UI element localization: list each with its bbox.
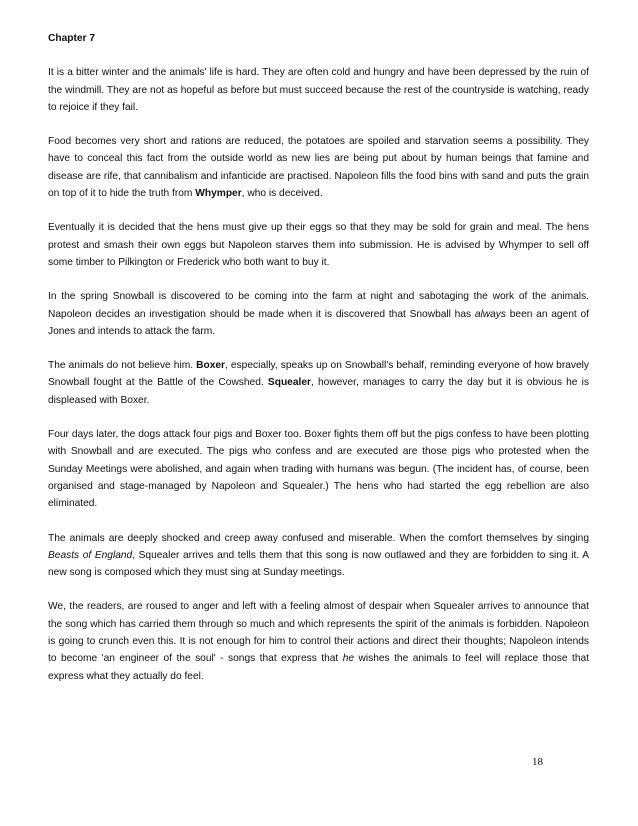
text-run: We, the readers, are roused to anger and left with a feeling almost of despair when Squealer arrives to announce that the song which has carried them through so much and which represents the spirit of the animals is forbidden. Napoleon is going to crunch even this. It is not enough for him to control their actions and direct their thoughts; Napoleon intends to become 'an engineer of the soul' - songs that express that: [48, 601, 589, 665]
page-number: 18: [532, 756, 543, 768]
body-text: [48, 64, 589, 685]
italic-text: always: [474, 308, 506, 320]
bold-text: Whymper: [195, 188, 242, 200]
paragraph: [48, 598, 589, 684]
paragraph: [48, 133, 589, 202]
chapter-title: Chapter 7: [48, 33, 95, 44]
text-run: , however, manages to carry the day but it is obvious he is displeased with Boxer.: [48, 377, 589, 406]
text-run: The animals are deeply shocked and creep away confused and miserable. When the comfort themselves by singing: [48, 532, 589, 544]
text-run: Food becomes very short and rations are reduced, the potatoes are spoiled and starvation seems a possibility. They have to conceal this fact from the outside world as new lies are being put about by human beings that famine and disease are rife, that cannibalism and infanticide are practised. Napoleon fills the food bins with sand and puts the grain on top of it to hide the truth from: [48, 136, 589, 200]
italic-text: he: [342, 653, 355, 665]
bold-text: Boxer: [196, 360, 225, 372]
paragraph: [48, 64, 589, 116]
text-run: Eventually it is decided that the hens must give up their eggs so that they may be sold for grain and meal. The hens protest and smash their own eggs but Napoleon starves them into submission. He is advised by Whymper to sell off some timber to Pilkington or Frederick who both want to buy it.: [48, 222, 589, 268]
italic-text: Beasts of England: [48, 549, 133, 561]
text-run: In the spring Snowball is discovered to be coming into the farm at night and sabotaging the work of the animals. Napoleon decides an investigation should be made when it is discovered that Snowball has: [48, 291, 589, 320]
paragraph: [48, 219, 589, 271]
text-run: , especially, speaks up on Snowball's behalf, reminding everyone of how bravely Snowball fought at the Battle of the Cowshed.: [48, 360, 589, 389]
paragraph: [48, 426, 589, 512]
text-run: wishes the animals to feel will replace those that express what they actually do feel.: [48, 653, 589, 682]
paragraph: [48, 357, 589, 409]
document-page: [48, 30, 589, 702]
bold-text: Squealer: [267, 377, 311, 389]
text-run: , who is deceived.: [241, 188, 323, 200]
text-run: The animals do not believe him.: [48, 360, 197, 372]
text-run: been an agent of Jones and intends to attack the farm.: [48, 308, 589, 337]
text-run: It is a bitter winter and the animals' life is hard. They are often cold and hungry and have been depressed by the ruin of the windmill. They are not as hopeful as before but must succeed because the rest of the countryside is watching, ready to rejoice if they fail.: [48, 67, 589, 113]
paragraph: [48, 530, 589, 582]
text-run: Four days later, the dogs attack four pigs and Boxer too. Boxer fights them off but the pigs confess to have been plotting with Snowball and are executed. The pigs who confess and are executed are those pigs who protested when the Sunday Meetings were abolished, and again when trading with humans was begun. (The incident has, of course, been organised and stage-managed by Napoleon and Squealer.) The hens who had started the egg rebellion are also eliminated.: [48, 429, 589, 510]
text-run: , Squealer arrives and tells them that this song is now outlawed and they are forbidden to sing it. A new song is composed which they must sing at Sunday meetings.: [48, 549, 589, 579]
paragraph: [48, 288, 589, 340]
